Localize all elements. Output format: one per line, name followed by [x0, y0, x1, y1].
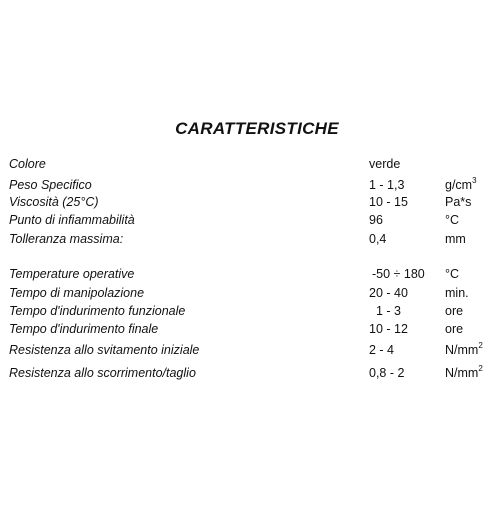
spec-value: 96	[369, 213, 383, 227]
spec-label: Resistenza allo svitamento iniziale	[9, 343, 200, 357]
spec-label: Tempo d'indurimento finale	[9, 322, 159, 336]
spec-label: Colore	[9, 157, 46, 171]
spec-row-tolleranza	[0, 230, 500, 248]
spec-row-tempo-manipolazione	[0, 284, 500, 302]
spec-value: 10 - 15	[369, 195, 408, 209]
spec-value: 1 - 3	[376, 304, 402, 318]
spec-row-indurimento-finale	[0, 320, 500, 338]
spec-value: 20 - 40	[369, 286, 408, 300]
unit-superscript: 3	[472, 176, 477, 185]
page-title: CARATTERISTICHE	[175, 119, 339, 138]
unit-superscript: 2	[478, 364, 483, 373]
spec-label: Punto di infiammabilità	[9, 213, 135, 227]
spec-label: Tempo d'indurimento funzionale	[9, 304, 186, 318]
spec-unit: Pa*s	[445, 195, 472, 209]
spec-unit: mm	[445, 232, 466, 246]
spec-value: 10 - 12	[369, 322, 408, 336]
spec-value: -50 ÷ 180	[372, 267, 425, 281]
spec-unit: $g/cm^3$	[445, 176, 477, 192]
spec-value: 0,4	[369, 232, 387, 246]
spec-row-svitamento-iniziale	[0, 341, 500, 359]
spec-row-scorrimento-taglio	[0, 364, 500, 382]
spec-unit: ore	[445, 304, 464, 318]
spec-label: Viscosità (25°C)	[9, 195, 99, 209]
spec-unit: min.	[445, 286, 469, 300]
spec-row-punto-infiammabilita	[0, 211, 500, 229]
spec-value: 2 - 4	[369, 343, 395, 357]
spec-label: Peso Specifico	[9, 178, 92, 192]
spec-row-peso-specifico	[0, 176, 500, 194]
unit-superscript: 2	[478, 341, 483, 350]
spec-unit: $N/mm^2$	[445, 364, 483, 380]
spec-row-indurimento-funzionale	[0, 302, 500, 320]
spec-row-temperature-operative	[0, 265, 500, 283]
spec-unit: °C	[445, 213, 460, 227]
spec-row-colore	[0, 155, 500, 173]
spec-row-viscosita	[0, 193, 500, 211]
spec-label: Temperature operative	[9, 267, 135, 281]
spec-value: verde	[369, 157, 401, 171]
spec-unit: ore	[445, 322, 464, 336]
spec-label: Tolleranza massima:	[9, 232, 124, 246]
spec-label: Resistenza allo scorrimento/taglio	[9, 366, 196, 380]
spec-value: 1 - 1,3	[369, 178, 405, 192]
spec-unit: °C	[445, 267, 460, 281]
spec-unit: $N/mm^2$	[445, 341, 483, 357]
spec-value: 0,8 - 2	[369, 366, 405, 380]
spec-label: Tempo di manipolazione	[9, 286, 145, 300]
